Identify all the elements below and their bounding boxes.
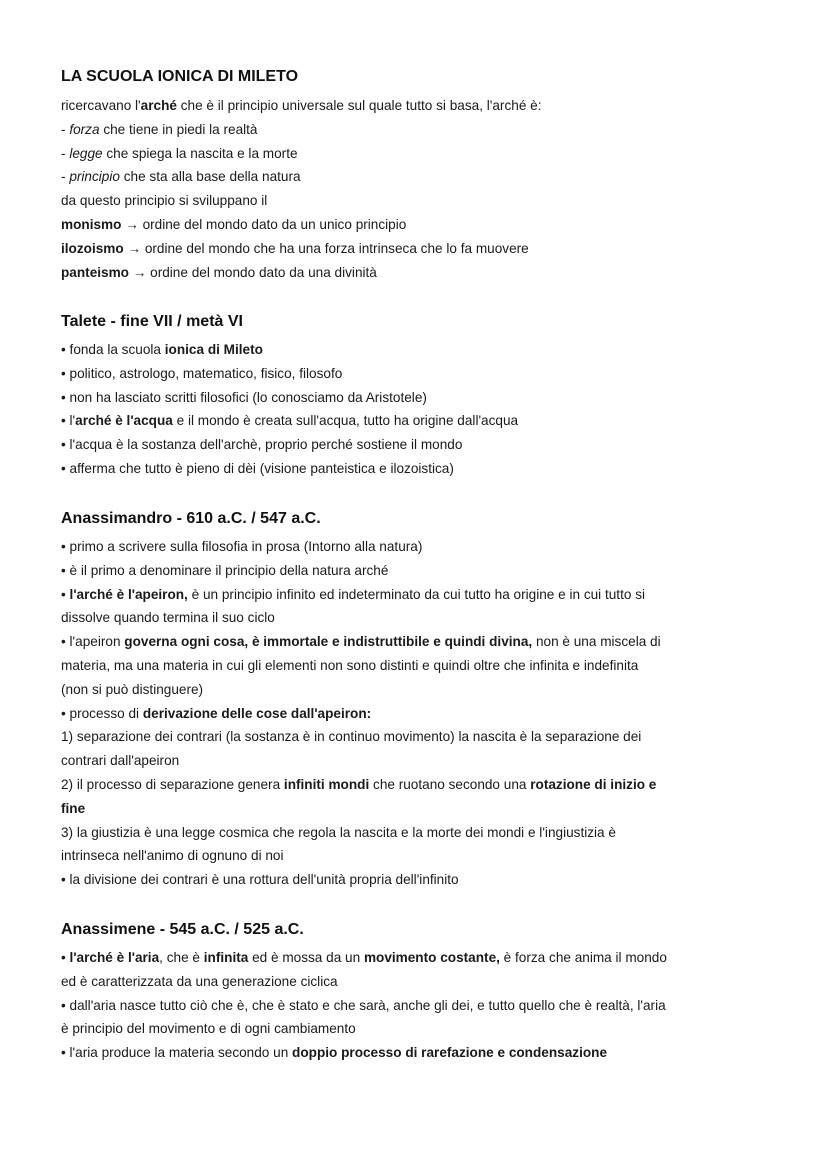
bold-text: arché è l'acqua (75, 413, 173, 429)
text-line (61, 362, 771, 386)
text-segment: ed è mossa da un (248, 950, 364, 965)
text-line (61, 142, 771, 166)
text-segment: • l'aria produce la materia secondo un (61, 1045, 293, 1061)
text-segment: • l'acqua è la sostanza dell'archè, proprio perché sostiene il mondo (61, 437, 463, 453)
text-line (61, 994, 771, 1018)
text-line (61, 457, 771, 481)
text-segment: - (61, 169, 70, 185)
italic-text: legge (69, 145, 103, 161)
text-segment: non è una miscela di (532, 634, 661, 650)
bold-text: l'arché è l'aria (69, 950, 160, 965)
text-segment: è principio del movimento e di ogni cambiamento (61, 1021, 356, 1037)
text-line (61, 725, 771, 749)
section-title: Anassimandro - 610 a.C. / 547 a.C. (61, 510, 321, 527)
text-line (61, 868, 771, 892)
italic-text: principio (69, 169, 120, 185)
bold-text: movimento costante, (363, 950, 500, 965)
bold-text: infinita (203, 950, 249, 965)
bold-text: doppio processo di rarefazione e condensazione (292, 1045, 608, 1061)
text-segment: dissolve quando termina il suo ciclo (61, 610, 275, 626)
bold-text: arché (140, 98, 177, 113)
text-line (61, 678, 771, 702)
intro-block (61, 94, 771, 284)
section-lines (61, 338, 771, 481)
text-segment: → ordine del mondo che ha una forza intrinseca che lo fa muovere (123, 240, 529, 256)
text-segment: che sta alla base della natura (119, 169, 301, 185)
text-segment: • (61, 950, 70, 965)
text-line (61, 261, 771, 285)
text-line (61, 118, 771, 142)
text-line (61, 338, 771, 362)
text-segment: contrari dall'apeiron (61, 753, 180, 769)
text-line (61, 409, 771, 433)
italic-text: forza (69, 121, 100, 137)
text-line (61, 559, 771, 583)
bold-text: infiniti mondi (283, 776, 370, 792)
text-line (61, 946, 771, 970)
text-line (61, 165, 771, 189)
text-line (61, 606, 771, 630)
text-segment: materia, ma una materia in cui gli elementi non sono distinti e quindi oltre che infinita e indefinita (61, 657, 639, 673)
text-segment: è forza che anima il mondo (499, 950, 667, 965)
bold-text: ionica di Mileto (164, 342, 263, 357)
text-line (61, 970, 771, 994)
section-title: Talete - fine VII / metà VI (61, 313, 243, 330)
section-title: Anassimene - 545 a.C. / 525 a.C. (61, 921, 304, 938)
text-segment: • primo a scrivere sulla filosofia in prosa (Intorno alla natura) (61, 539, 423, 554)
text-segment: che ruotano secondo una (369, 776, 531, 792)
main-title: LA SCUOLA IONICA DI MILETO (61, 68, 299, 85)
text-line (61, 386, 771, 410)
section-lines (61, 946, 771, 1065)
text-segment: - (61, 145, 70, 161)
text-segment: e il mondo è creata sull'acqua, tutto ha origine dall'acqua (172, 413, 519, 429)
text-segment: intrinseca nell'animo di ognuno di noi (61, 848, 284, 864)
bold-text: rotazione di inizio e (530, 776, 657, 792)
bold-text: panteismo (61, 264, 129, 280)
section-anassimene (61, 920, 771, 1065)
text-segment: 3) la giustizia è una legge cosmica che regola la nascita e la morte dei mondi e l'ingiustizia è (61, 824, 616, 840)
bold-text: ilozoismo (61, 240, 124, 256)
text-line (61, 749, 771, 773)
text-segment: che tiene in piedi la realtà (99, 121, 258, 137)
bold-text: governa ogni cosa, è immortale e indistruttibile e quindi divina, (124, 634, 533, 650)
text-line (61, 630, 771, 654)
bold-text: fine (61, 800, 86, 816)
text-line (61, 773, 771, 797)
text-line (61, 797, 771, 821)
section-lines (61, 535, 771, 892)
bold-text: l'arché è l'apeiron, (69, 586, 188, 602)
text-line (61, 189, 771, 213)
text-segment: • la divisione dei contrari è una rottura dell'unità propria dell'infinito (61, 872, 459, 888)
section-talete (61, 312, 771, 481)
text-segment: che è il principio universale sul quale tutto si basa, l'arché è: (176, 98, 542, 113)
text-segment: → ordine del mondo dato da un unico principio (121, 216, 407, 232)
text-segment: • (61, 586, 70, 602)
text-segment: • l'apeiron (61, 634, 125, 650)
text-line (61, 821, 771, 845)
text-line (61, 237, 771, 261)
text-line (61, 654, 771, 678)
text-line (61, 213, 771, 237)
text-line (61, 1017, 771, 1041)
text-segment: 1) separazione dei contrari (la sostanza è in continuo movimento) la nascita è la separazione dei (61, 729, 642, 745)
bold-text: monismo (61, 216, 122, 232)
text-line (61, 1041, 771, 1065)
text-segment: da questo principio si sviluppano il (61, 193, 268, 209)
text-line (61, 702, 771, 726)
text-segment: ed è caratterizzata da una generazione ciclica (61, 973, 338, 989)
text-segment: è un principio infinito ed indeterminato da cui tutto ha origine e in cui tutto si (187, 586, 646, 602)
bold-text: derivazione delle cose dall'apeiron: (142, 705, 372, 721)
text-line (61, 94, 771, 118)
text-segment: • è il primo a denominare il principio della natura arché (61, 562, 389, 578)
text-segment: • processo di (61, 705, 143, 721)
text-segment: • non ha lasciato scritti filosofici (lo conosciamo da Aristotele) (61, 389, 427, 405)
text-segment: → ordine del mondo dato da una divinità (128, 264, 377, 280)
text-segment: • l' (61, 413, 76, 429)
text-segment: , che è (159, 950, 204, 965)
text-segment: (non si può distinguere) (61, 681, 204, 697)
text-segment: ricercavano l' (61, 98, 141, 113)
text-segment: • politico, astrologo, matematico, fisico, filosofo (61, 365, 343, 381)
text-line (61, 433, 771, 457)
text-segment: • afferma che tutto è pieno di dèi (visione panteistica e ilozoistica) (61, 460, 454, 476)
text-segment: che spiega la nascita e la morte (102, 145, 298, 161)
text-line (61, 535, 771, 559)
text-segment: - (61, 121, 70, 137)
text-line (61, 583, 771, 607)
text-segment: • dall'aria nasce tutto ciò che è, che è stato e che sarà, anche gli dei, e tutto quello che è realtà, l'aria (61, 997, 666, 1013)
text-line (61, 844, 771, 868)
text-segment: • fonda la scuola (61, 342, 165, 357)
text-segment: 2) il processo di separazione genera (61, 776, 284, 792)
section-anassimandro (61, 509, 771, 892)
